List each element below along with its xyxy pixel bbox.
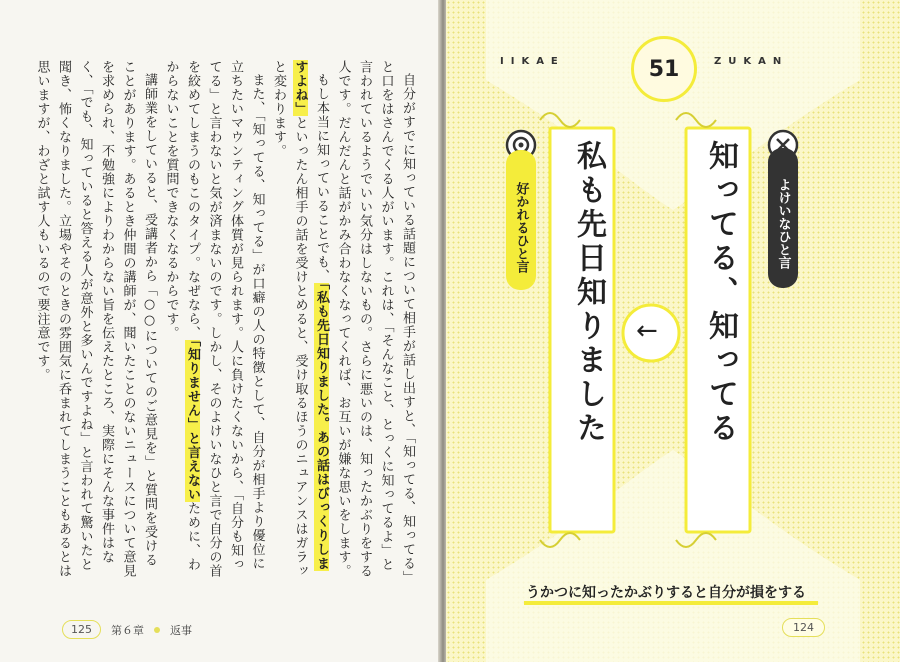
caption: うかつに知ったかぶりすると自分が損をする	[526, 585, 806, 601]
entry-number: 51	[631, 36, 697, 102]
text-run: ために、わからないことを質問できなくなるからです。	[163, 60, 200, 572]
text-run: また、「知ってる、知ってる」が口癖の人の特徴として、自分が相手より優位に立ちたいマウンティング体質が見られます。人に負けたくないから、「自分も知ってる」と言わないと気が済まないのです。しかし、そのよけいなひと言で自分の首を絞めてしまうのもこのタイプ。なぜなら、	[185, 60, 265, 578]
highlighted-phrase: 「知りません」と言えない	[185, 340, 200, 502]
good-label: 好かれるひと言	[506, 150, 536, 290]
text-run: もし本当に知っていることでも、	[314, 73, 329, 283]
body-paragraph	[160, 60, 268, 580]
chapter-dot-icon	[154, 627, 160, 633]
highlighted-phrase: 「私も先日知りました。あの話はびっくりしますよね」	[292, 60, 329, 571]
chapter-title: 返事	[170, 623, 192, 637]
body-paragraph	[332, 60, 418, 580]
series-name-right: ZUKAN	[714, 56, 789, 67]
page-number: 125	[62, 620, 101, 639]
body-text	[34, 60, 418, 580]
text-run: といったん相手の話を受けとめると、受け取るほうのニュアンスはガラッと変わります。	[271, 60, 308, 578]
arrow-left-icon: ←	[636, 316, 658, 346]
body-paragraph	[31, 60, 160, 580]
text-run: 講師業をしていると、受講者から「○○についてのご意見を」と質問を受けることがあります。あるとき仲間の講師が、聞いたことのないニュースについて意見を求められ、不勉強によりわからない旨を伝えたところ、実際にそんな事件はなく、「でも、知っていると答える人が意外と多いんですよね」と言われて驚いたと聞き、怖くなりました。立場やそのときの雰囲気に呑まれてしまうこともあるとは思いますが、わざと試す人もいるので要注意です。	[34, 60, 157, 578]
chapter-label: 第６章	[111, 623, 144, 637]
bad-phrase: 知ってる、知ってる	[703, 140, 738, 446]
left-folio	[62, 620, 192, 639]
bad-label: よけいなひと言	[768, 148, 798, 288]
left-page	[0, 0, 440, 662]
body-paragraph	[268, 60, 333, 580]
good-phrase: 私も先日知りました	[571, 140, 606, 446]
text-run: 自分がすでに知っている話題について相手が話し出すと、「知ってる、知ってる」と口をはさんでくる人がいます。これは、「そんなこと、とっくに知ってるよ」と言われているようでいい気分はしないもの。さらに悪いのは、知ったかぶりをする人です。だんだんと話がかみ合わなくなってくれば、お互いが嫌な思いをします。	[335, 60, 415, 578]
page-number-right: 124	[782, 618, 825, 637]
series-name-left: IIKAE	[500, 56, 565, 67]
right-page	[446, 0, 900, 662]
